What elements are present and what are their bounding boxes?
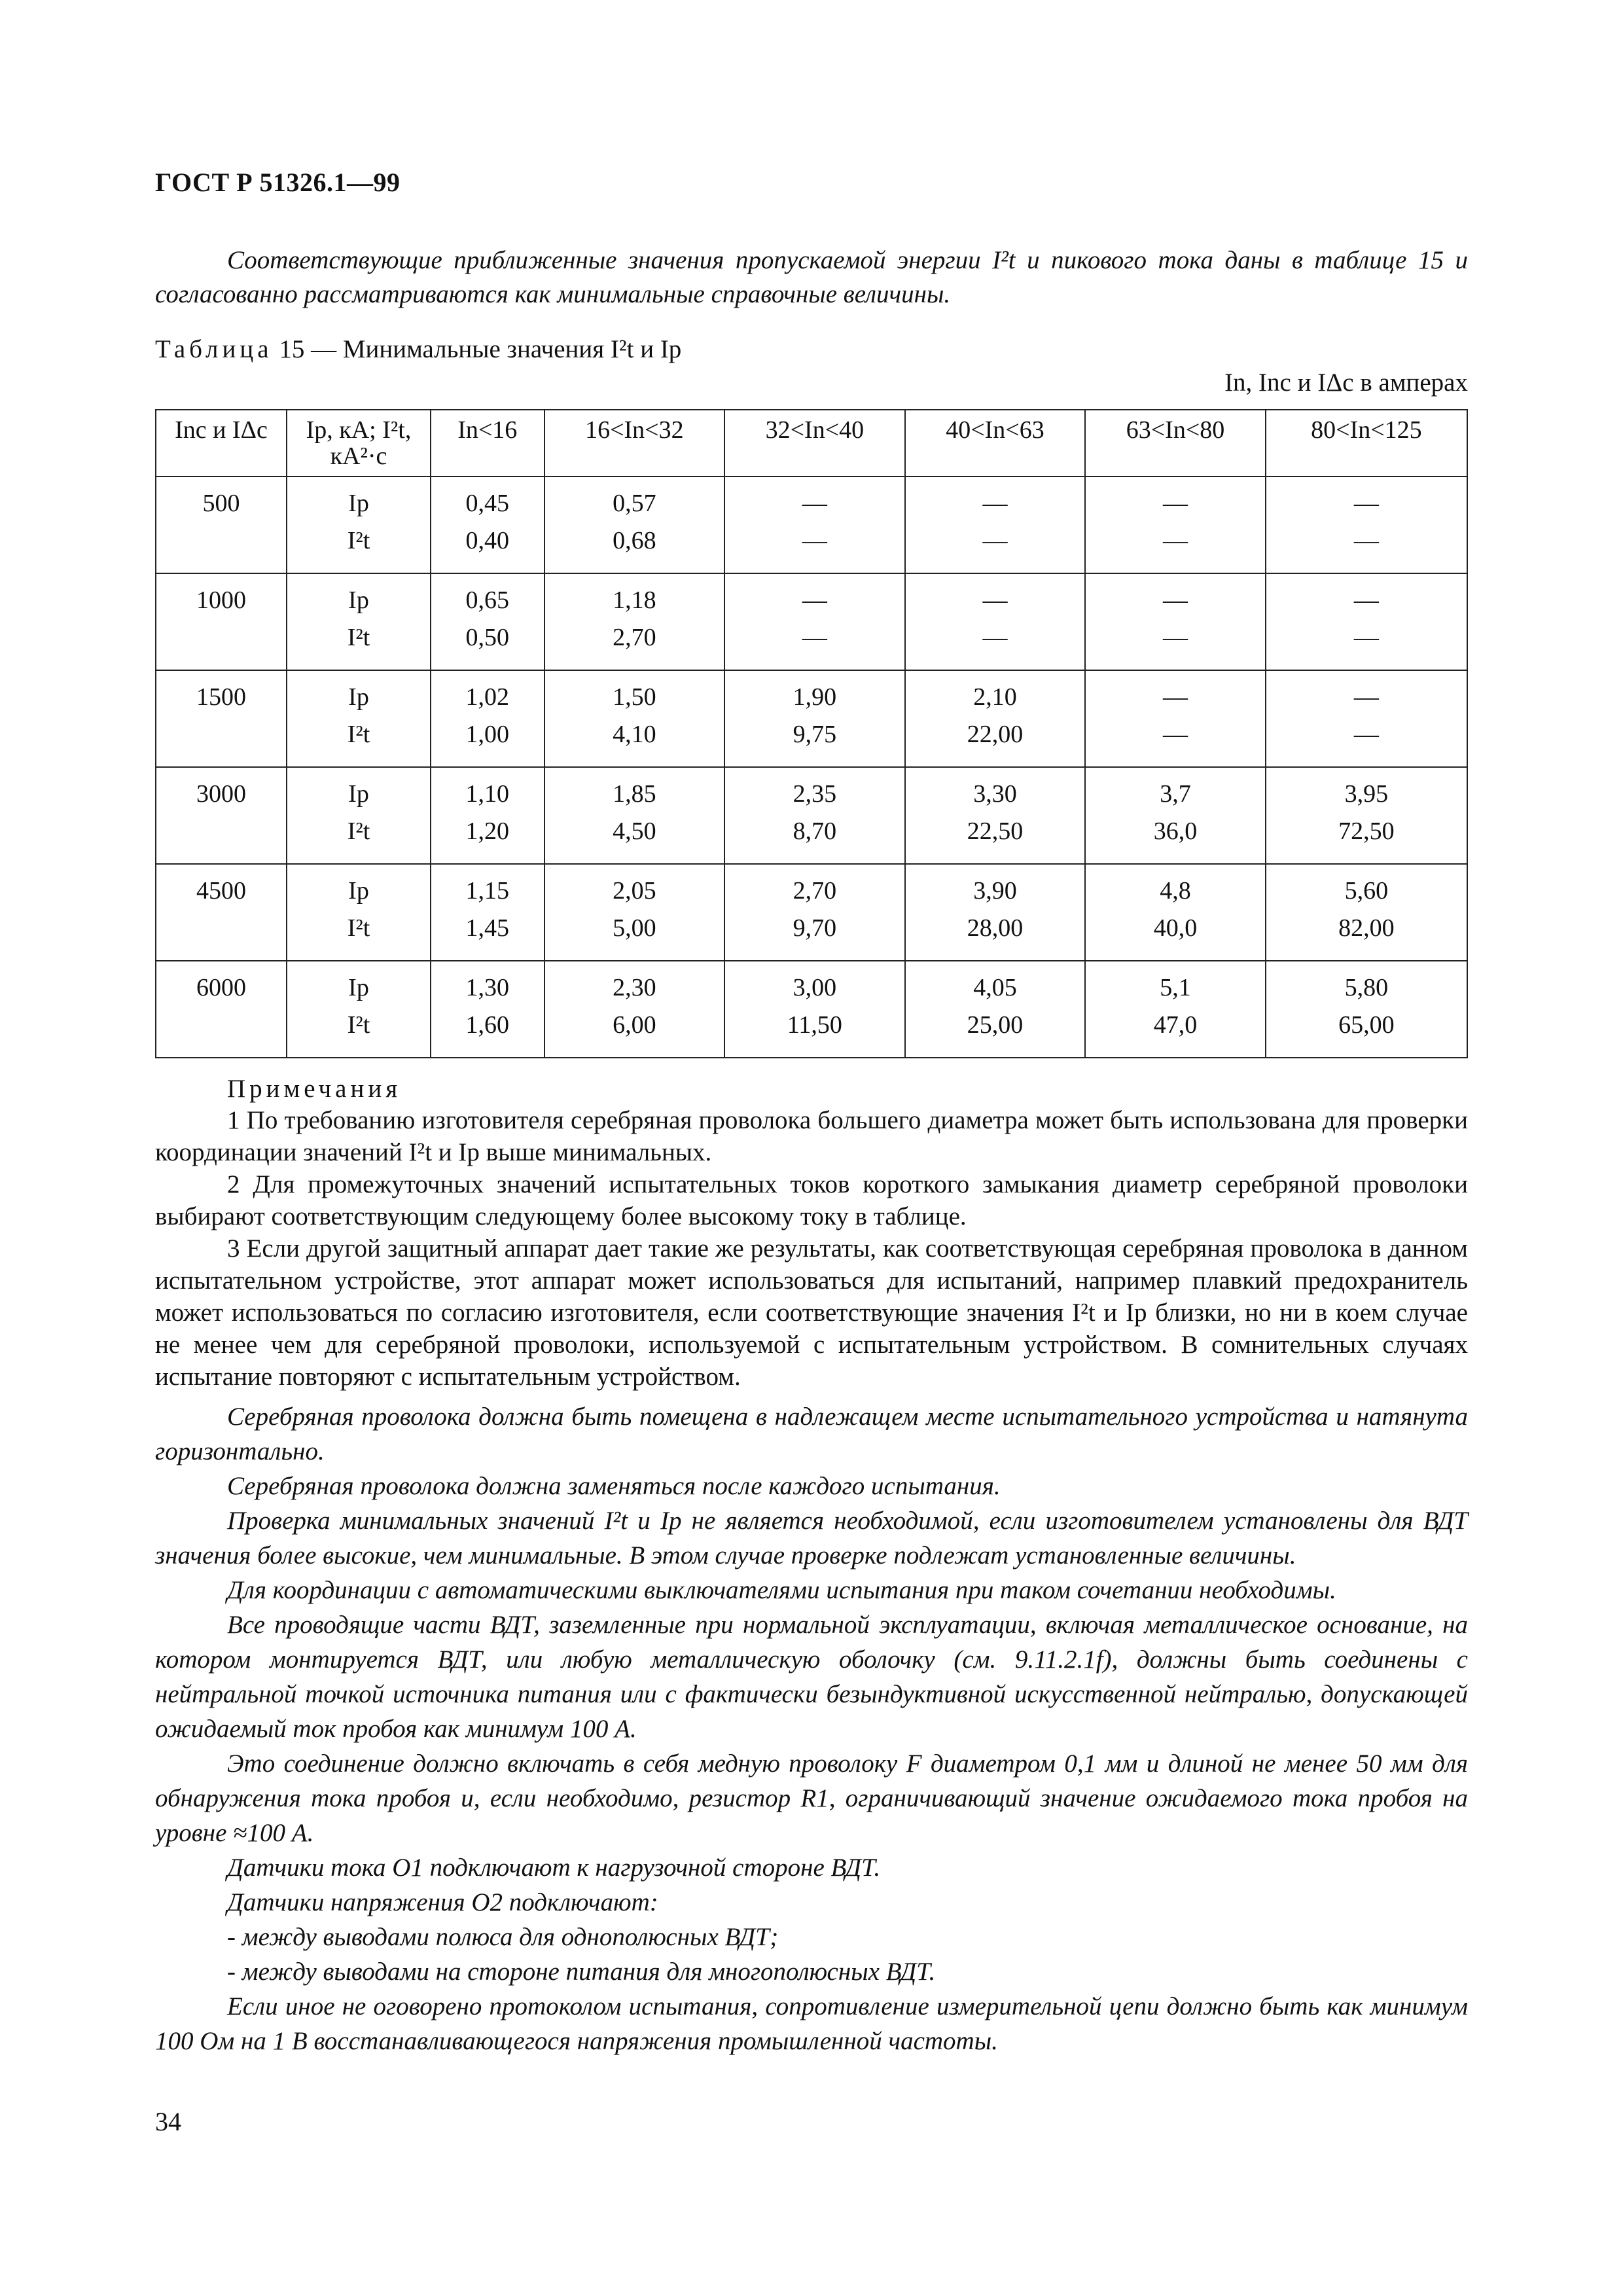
i2t-value: — xyxy=(1163,624,1188,651)
ip-value: 1,50 xyxy=(613,683,656,711)
ip-value: 4,05 xyxy=(973,974,1017,1001)
i2t-value: 22,00 xyxy=(967,721,1024,748)
ip-value: 1,02 xyxy=(465,683,510,711)
i2t-value: 1,00 xyxy=(465,721,510,748)
i2t-value: 8,70 xyxy=(793,817,837,845)
row-label: Iр xyxy=(348,490,369,517)
row-label: Iр xyxy=(348,586,369,614)
current-cell xyxy=(156,864,287,961)
value-cell xyxy=(1266,573,1467,670)
i2t-value: 5,00 xyxy=(613,914,656,942)
value-cell xyxy=(1085,670,1266,767)
notes-title: Примечания xyxy=(227,1075,402,1103)
body-paragraph: - между выводами полюса для однополюсных ВДТ; xyxy=(227,1923,779,1951)
i2t-value: — xyxy=(802,527,827,554)
value-cell xyxy=(724,476,905,573)
intro-paragraph: Соответствующие приближенные значения пропускаемой энергии I²t и пикового тока даны в таблице 15 и согласованно рассматриваются как минимальные справочные величины. xyxy=(155,246,1468,308)
i2t-value: 9,70 xyxy=(793,914,837,942)
ip-value: — xyxy=(802,490,827,517)
header-cell: In<16 xyxy=(431,410,544,476)
current-value: 1000 xyxy=(196,586,246,614)
label-cell xyxy=(287,864,431,961)
header-cell: 80<In<125 xyxy=(1266,410,1467,476)
value-cell xyxy=(544,476,725,573)
i2t-value: 1,20 xyxy=(465,817,510,845)
row-label: Iр xyxy=(348,780,369,808)
value-cell xyxy=(905,573,1086,670)
row-label: I²t xyxy=(347,817,370,845)
i2t-value: — xyxy=(802,624,827,651)
label-cell xyxy=(287,573,431,670)
body-paragraph: Серебряная проволока должна заменяться после каждого испытания. xyxy=(227,1472,1001,1500)
value-cell xyxy=(1085,573,1266,670)
current-value: 6000 xyxy=(196,974,246,1001)
table-header-row xyxy=(156,410,1467,476)
body-paragraph: Проверка минимальных значений I²t и Iр не является необходимой, если изготовителем установлены для ВДТ значения более высокие, чем минимальные. В этом случае проверке подлежат установленные величины. xyxy=(155,1507,1468,1570)
row-label: I²t xyxy=(347,721,370,748)
value-cell xyxy=(544,961,725,1058)
table-row xyxy=(156,767,1467,864)
i2t-value: 11,50 xyxy=(787,1011,842,1039)
value-cell xyxy=(1266,476,1467,573)
row-label: I²t xyxy=(347,527,370,554)
note-item: 3 Если другой защитный аппарат дает такие же результаты, как соответствующая серебряная проволока в данном испытательном устройстве, этот аппарат может использоваться для испытаний, например плавкий предохранитель может использоваться по согласию изготовителя, если соответствующие значения I²t и Iр близки, но ни в коем случае не менее чем для серебряной проволоки, используемой с испытательным устройством. В сомнительных случаях испытание повторяют с испытательным устройством. xyxy=(155,1234,1468,1391)
ip-value: 4,8 xyxy=(1160,877,1191,905)
ip-value: 2,70 xyxy=(793,877,837,905)
value-cell xyxy=(724,864,905,961)
i2t-value: — xyxy=(982,624,1008,651)
label-cell xyxy=(287,670,431,767)
ip-value: 0,65 xyxy=(465,586,510,614)
ip-value: 1,10 xyxy=(465,780,510,808)
current-cell xyxy=(156,961,287,1058)
label-cell xyxy=(287,961,431,1058)
table-row xyxy=(156,670,1467,767)
ip-value: 1,18 xyxy=(613,586,656,614)
ip-value: 2,10 xyxy=(973,683,1017,711)
i2t-value: 36,0 xyxy=(1153,817,1198,845)
value-cell xyxy=(544,767,725,864)
value-cell xyxy=(905,476,1086,573)
i2t-value: — xyxy=(1163,527,1188,554)
ip-value: — xyxy=(1353,586,1379,614)
i2t-value: — xyxy=(1353,527,1379,554)
ip-value: — xyxy=(1353,683,1379,711)
i2t-value: 1,60 xyxy=(465,1011,510,1039)
value-cell xyxy=(431,767,544,864)
value-cell xyxy=(905,864,1086,961)
current-cell xyxy=(156,767,287,864)
table-units: In, Inc и IΔc в амперах xyxy=(1224,368,1468,397)
ip-value: 5,60 xyxy=(1344,877,1389,905)
value-cell xyxy=(724,961,905,1058)
value-cell xyxy=(1266,670,1467,767)
body-paragraph: Все проводящие части ВДТ, заземленные при нормальной эксплуатации, включая металлическое основание, на котором монтируется ВДТ, или любую металлическую оболочку (см. 9.11.2.1f), должны быть соединены с нейтральной точкой источника питания или с фактически безындуктивной искусственной нейтралью, допускающей ожидаемый ток пробоя как минимум 100 А. xyxy=(155,1611,1468,1743)
body-paragraph: Это соединение должно включать в себя медную проволоку F диаметром 0,1 мм и длиной не менее 50 мм для обнаружения тока пробоя и, если необходимо, резистор R1, ограничивающий значение ожидаемого тока пробоя на уровне ≈100 А. xyxy=(155,1749,1468,1847)
header-cell: 63<In<80 xyxy=(1085,410,1266,476)
ip-value: 2,05 xyxy=(613,877,656,905)
header-cell: 16<In<32 xyxy=(544,410,725,476)
body-paragraph: Если иное не оговорено протоколом испытания, сопротивление измерительной цепи должно быть как минимум 100 Ом на 1 В восстанавливающегося напряжения промышленной частоты. xyxy=(155,1992,1468,2055)
value-cell xyxy=(1085,767,1266,864)
value-cell xyxy=(905,961,1086,1058)
ip-value: 3,30 xyxy=(973,780,1017,808)
ip-value: — xyxy=(1163,490,1188,517)
i2t-value: 1,45 xyxy=(465,914,510,942)
table-caption-text: 15 — Минимальные значения I²t и Iр xyxy=(279,335,682,363)
current-cell xyxy=(156,670,287,767)
value-cell xyxy=(431,670,544,767)
header-cell: 40<In<63 xyxy=(905,410,1086,476)
ip-value: 5,1 xyxy=(1160,974,1191,1001)
value-cell xyxy=(431,573,544,670)
i2t-value: 4,50 xyxy=(613,817,656,845)
i2t-value: 47,0 xyxy=(1153,1011,1198,1039)
i2t-value: — xyxy=(1353,721,1379,748)
i2t-value: 6,00 xyxy=(613,1011,656,1039)
label-cell xyxy=(287,767,431,864)
header-cell: Iр, кА; I²t, кА²·с xyxy=(287,410,431,476)
table-row xyxy=(156,573,1467,670)
i2t-value: 0,68 xyxy=(613,527,656,554)
value-cell xyxy=(1085,476,1266,573)
value-cell xyxy=(431,961,544,1058)
i2t-value: — xyxy=(1353,624,1379,651)
note-item: 2 Для промежуточных значений испытательных токов короткого замыкания диаметр серебряной проволоки выбирают соответствующим следующему более высокому току в таблице. xyxy=(155,1170,1468,1230)
table-caption xyxy=(155,332,1468,367)
value-cell xyxy=(1085,864,1266,961)
ip-value: 1,30 xyxy=(465,974,510,1001)
i2t-value: 25,00 xyxy=(967,1011,1024,1039)
ip-value: 3,90 xyxy=(973,877,1017,905)
i2t-value: — xyxy=(982,527,1008,554)
ip-value: 0,57 xyxy=(613,490,656,517)
ip-value: 1,15 xyxy=(465,877,510,905)
ip-value: 5,80 xyxy=(1344,974,1389,1001)
i2t-value: 72,50 xyxy=(1338,817,1395,845)
current-cell xyxy=(156,476,287,573)
ip-value: 2,35 xyxy=(793,780,837,808)
i2t-value: — xyxy=(1163,721,1188,748)
body-paragraph: - между выводами на стороне питания для многополюсных ВДТ. xyxy=(227,1958,936,1986)
ip-value: 1,85 xyxy=(613,780,656,808)
ip-value: 1,90 xyxy=(793,683,837,711)
ip-value: — xyxy=(802,586,827,614)
ip-value: 0,45 xyxy=(465,490,510,517)
row-label: Iр xyxy=(348,974,369,1001)
current-value: 3000 xyxy=(196,780,246,808)
value-cell xyxy=(544,670,725,767)
current-cell xyxy=(156,573,287,670)
value-cell xyxy=(724,767,905,864)
value-cell xyxy=(905,767,1086,864)
value-cell xyxy=(724,573,905,670)
table-row xyxy=(156,961,1467,1058)
i2t-value: 2,70 xyxy=(613,624,656,651)
i2t-value: 22,50 xyxy=(967,817,1024,845)
data-table xyxy=(155,409,1468,1058)
table-caption-word: Таблица xyxy=(155,335,273,363)
current-value: 1500 xyxy=(196,683,246,711)
document-header: ГОСТ Р 51326.1—99 xyxy=(155,168,401,197)
value-cell xyxy=(544,573,725,670)
table-row xyxy=(156,864,1467,961)
body-paragraph: Для координации с автоматическими выключателями испытания при таком сочетании необходимы. xyxy=(227,1576,1336,1604)
ip-value: 3,95 xyxy=(1344,780,1389,808)
i2t-value: 4,10 xyxy=(613,721,656,748)
ip-value: — xyxy=(1163,586,1188,614)
table-row xyxy=(156,476,1467,573)
ip-value: 3,00 xyxy=(793,974,837,1001)
value-cell xyxy=(1266,767,1467,864)
ip-value: — xyxy=(1163,683,1188,711)
body-paragraph: Датчики напряжения О2 подключают: xyxy=(227,1888,658,1916)
i2t-value: 28,00 xyxy=(967,914,1024,942)
header-cell: Inc и IΔc xyxy=(156,410,287,476)
current-value: 500 xyxy=(202,490,240,517)
value-cell xyxy=(1085,961,1266,1058)
i2t-value: 82,00 xyxy=(1338,914,1395,942)
row-label: I²t xyxy=(347,624,370,651)
ip-value: — xyxy=(1353,490,1379,517)
label-cell xyxy=(287,476,431,573)
i2t-value: 0,40 xyxy=(465,527,510,554)
value-cell xyxy=(905,670,1086,767)
ip-value: 2,30 xyxy=(613,974,656,1001)
page-number: 34 xyxy=(155,2107,181,2136)
value-cell xyxy=(724,670,905,767)
i2t-value: 9,75 xyxy=(793,721,837,748)
value-cell xyxy=(1266,864,1467,961)
value-cell xyxy=(431,476,544,573)
value-cell xyxy=(544,864,725,961)
ip-value: 3,7 xyxy=(1160,780,1191,808)
ip-value: — xyxy=(982,586,1008,614)
row-label: Iр xyxy=(348,683,369,711)
note-item: 1 По требованию изготовителя серебряная проволока большего диаметра может быть использована для проверки координации значений I²t и Iр выше минимальных. xyxy=(155,1106,1468,1166)
page-content xyxy=(155,167,1468,2058)
current-value: 4500 xyxy=(196,877,246,905)
i2t-value: 0,50 xyxy=(465,624,510,651)
body-paragraph: Датчики тока О1 подключают к нагрузочной стороне ВДТ. xyxy=(227,1854,881,1882)
row-label: I²t xyxy=(347,914,370,942)
value-cell xyxy=(431,864,544,961)
ip-value: — xyxy=(982,490,1008,517)
i2t-value: 40,0 xyxy=(1153,914,1198,942)
header-cell: 32<In<40 xyxy=(724,410,905,476)
i2t-value: 65,00 xyxy=(1338,1011,1395,1039)
row-label: I²t xyxy=(347,1011,370,1039)
row-label: Iр xyxy=(348,877,369,905)
value-cell xyxy=(1266,961,1467,1058)
body-paragraph: Серебряная проволока должна быть помещена в надлежащем месте испытательного устройства и натянута горизонтально. xyxy=(155,1403,1468,1465)
